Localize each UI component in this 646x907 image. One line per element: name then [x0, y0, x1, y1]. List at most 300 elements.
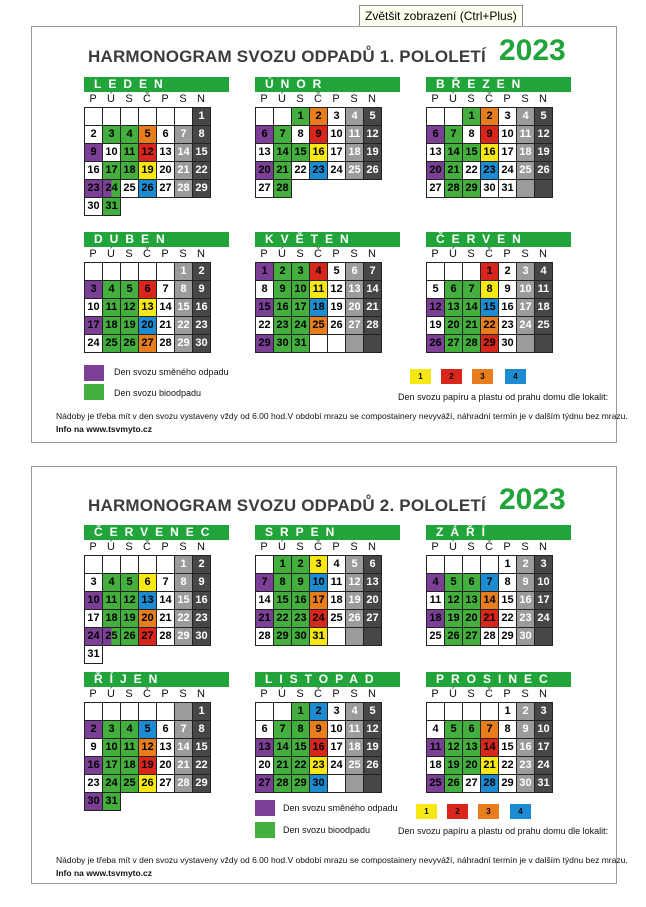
weekday-label: Ú	[278, 541, 286, 553]
weekday-label: N	[368, 248, 376, 260]
day-cell: 18	[103, 317, 121, 335]
day-cell: 12	[427, 299, 445, 317]
day-cell: 24	[85, 335, 103, 353]
day-cell: 25	[427, 775, 445, 793]
day-cell	[328, 335, 346, 353]
note-line: Nádoby je třeba mít v den svozu vystaveny vždy od 6.00 hod.V období mrazu se compostainery nevyváží, náhradní termín je v dalším týdnu bez mrazu.	[56, 855, 628, 865]
day-cell: 30	[517, 775, 535, 793]
day-cell: 4	[328, 556, 346, 574]
day-cell	[157, 556, 175, 574]
day-grid	[84, 107, 211, 216]
month-name: LEDEN	[84, 77, 229, 92]
day-cell: 24	[292, 317, 310, 335]
day-cell	[85, 703, 103, 721]
day-cell: 23	[292, 610, 310, 628]
day-cell: 27	[463, 628, 481, 646]
day-cell: 4	[121, 721, 139, 739]
day-cell: 17	[85, 317, 103, 335]
day-cell	[139, 556, 157, 574]
weekday-label: Ú	[449, 248, 457, 260]
day-cell: 22	[175, 610, 193, 628]
day-cell	[364, 628, 382, 646]
day-cell: 11	[103, 592, 121, 610]
weekday-header	[426, 687, 571, 702]
day-cell: 15	[499, 739, 517, 757]
day-grid	[84, 702, 211, 811]
day-cell: 9	[310, 126, 328, 144]
weekday-label: P	[89, 248, 97, 260]
day-cell	[121, 108, 139, 126]
day-cell: 30	[481, 180, 499, 198]
day-grid	[426, 702, 553, 793]
weekday-label: N	[368, 93, 376, 105]
day-cell: 27	[139, 335, 157, 353]
day-cell: 18	[427, 757, 445, 775]
day-cell: 29	[193, 775, 211, 793]
day-cell: 28	[175, 775, 193, 793]
day-cell: 20	[427, 162, 445, 180]
day-cell: 10	[328, 126, 346, 144]
month-calendar	[426, 232, 571, 353]
weekday-label: S	[521, 688, 529, 700]
day-cell: 23	[193, 610, 211, 628]
weekday-label: P	[260, 93, 268, 105]
day-cell: 18	[346, 144, 364, 162]
day-cell: 27	[157, 180, 175, 198]
day-cell: 23	[499, 317, 517, 335]
day-cell: 13	[139, 592, 157, 610]
day-cell: 21	[157, 610, 175, 628]
weekday-label: P	[161, 541, 169, 553]
day-cell	[364, 775, 382, 793]
day-cell: 7	[175, 126, 193, 144]
day-cell: 13	[157, 739, 175, 757]
day-cell: 16	[85, 162, 103, 180]
day-cell: 29	[256, 335, 274, 353]
day-cell: 30	[193, 628, 211, 646]
weekday-label: Č	[485, 688, 493, 700]
day-cell: 10	[310, 574, 328, 592]
day-cell: 5	[121, 574, 139, 592]
day-cell: 17	[535, 592, 553, 610]
day-cell: 2	[292, 556, 310, 574]
day-cell	[103, 703, 121, 721]
day-cell: 3	[535, 703, 553, 721]
day-cell: 12	[121, 299, 139, 317]
day-cell: 14	[274, 739, 292, 757]
day-cell: 3	[310, 556, 328, 574]
day-cell: 5	[364, 703, 382, 721]
day-cell: 8	[193, 721, 211, 739]
day-cell	[427, 108, 445, 126]
day-cell: 16	[310, 739, 328, 757]
day-cell: 26	[121, 628, 139, 646]
month-name: ČERVEN	[426, 232, 571, 247]
day-cell: 1	[499, 703, 517, 721]
day-cell: 19	[328, 299, 346, 317]
chip-1: 1	[410, 369, 431, 384]
day-cell	[445, 263, 463, 281]
day-cell	[346, 775, 364, 793]
day-cell	[328, 775, 346, 793]
day-cell: 9	[292, 574, 310, 592]
day-cell: 15	[193, 144, 211, 162]
day-cell: 26	[364, 757, 382, 775]
day-cell: 20	[256, 757, 274, 775]
day-cell: 26	[328, 317, 346, 335]
day-cell: 2	[85, 721, 103, 739]
day-cell: 6	[463, 721, 481, 739]
day-cell: 29	[274, 628, 292, 646]
weekday-header	[255, 687, 400, 702]
day-cell: 21	[157, 317, 175, 335]
day-cell: 5	[535, 108, 553, 126]
day-cell: 24	[328, 162, 346, 180]
weekday-label: P	[89, 688, 97, 700]
day-cell: 18	[121, 162, 139, 180]
legend-paper-label: Den svozu papíru a plastu od prahu domu dle lokalit:	[398, 392, 609, 402]
weekday-label: S	[467, 541, 475, 553]
day-cell: 17	[103, 162, 121, 180]
day-cell: 5	[427, 281, 445, 299]
day-cell	[310, 335, 328, 353]
day-cell: 25	[346, 757, 364, 775]
sheet-title: HARMONOGRAM SVOZU ODPADŮ 1. POLOLETÍ	[88, 47, 486, 66]
day-cell: 15	[292, 739, 310, 757]
weekday-label: Ú	[107, 93, 115, 105]
day-cell: 1	[175, 263, 193, 281]
day-cell: 21	[481, 757, 499, 775]
sheet-title: HARMONOGRAM SVOZU ODPADŮ 2. POLOLETÍ	[88, 496, 486, 515]
day-cell: 30	[85, 198, 103, 216]
day-cell: 22	[274, 610, 292, 628]
day-cell: 8	[256, 281, 274, 299]
weekday-label: P	[431, 541, 439, 553]
day-cell	[121, 703, 139, 721]
day-cell: 19	[364, 144, 382, 162]
day-cell: 24	[535, 757, 553, 775]
weekday-label: Ú	[278, 248, 286, 260]
day-cell: 3	[328, 703, 346, 721]
day-cell: 19	[427, 317, 445, 335]
day-cell: 22	[256, 317, 274, 335]
day-cell: 28	[274, 775, 292, 793]
day-cell: 18	[517, 144, 535, 162]
day-cell: 7	[445, 126, 463, 144]
day-cell: 4	[310, 263, 328, 281]
weekday-label: S	[467, 93, 475, 105]
day-cell: 26	[346, 610, 364, 628]
day-cell: 26	[139, 775, 157, 793]
day-cell: 5	[445, 721, 463, 739]
day-cell: 28	[157, 335, 175, 353]
day-cell: 26	[445, 775, 463, 793]
day-cell: 22	[499, 610, 517, 628]
day-cell	[157, 703, 175, 721]
day-cell: 11	[121, 144, 139, 162]
day-cell: 13	[346, 281, 364, 299]
weekday-label: S	[521, 248, 529, 260]
chip-2: 2	[441, 369, 462, 384]
day-cell	[121, 556, 139, 574]
day-cell: 24	[103, 180, 121, 198]
weekday-label: S	[467, 248, 475, 260]
day-cell: 21	[463, 317, 481, 335]
day-cell: 12	[121, 592, 139, 610]
day-cell: 6	[427, 126, 445, 144]
day-cell	[463, 556, 481, 574]
note-info: Info na www.tsvmyto.cz	[56, 868, 153, 878]
day-cell: 16	[193, 592, 211, 610]
day-cell	[256, 108, 274, 126]
weekday-label: S	[350, 688, 358, 700]
day-cell: 29	[292, 775, 310, 793]
chip-1: 1	[416, 804, 437, 819]
weekday-label: Ú	[449, 541, 457, 553]
month-name: ZÁŘÍ	[426, 525, 571, 540]
day-cell: 30	[292, 628, 310, 646]
day-cell: 6	[256, 126, 274, 144]
weekday-label: Č	[314, 93, 322, 105]
weekday-label: S	[350, 541, 358, 553]
day-cell	[139, 263, 157, 281]
weekday-label: P	[332, 688, 340, 700]
day-cell: 17	[535, 739, 553, 757]
day-cell: 12	[328, 281, 346, 299]
day-cell: 12	[445, 739, 463, 757]
day-cell: 31	[292, 335, 310, 353]
weekday-label: N	[197, 248, 205, 260]
weekday-label: P	[503, 248, 511, 260]
day-cell: 12	[346, 574, 364, 592]
day-cell: 9	[517, 721, 535, 739]
day-cell: 4	[121, 126, 139, 144]
day-cell: 1	[175, 556, 193, 574]
day-cell: 16	[481, 144, 499, 162]
month-name: ÚNOR	[255, 77, 400, 92]
weekday-label: N	[197, 541, 205, 553]
day-cell	[103, 108, 121, 126]
weekday-label: Ú	[278, 688, 286, 700]
day-cell: 9	[193, 574, 211, 592]
day-cell: 17	[85, 610, 103, 628]
day-cell: 13	[445, 299, 463, 317]
day-cell	[346, 628, 364, 646]
day-cell: 15	[274, 592, 292, 610]
weekday-label: S	[467, 688, 475, 700]
day-cell: 6	[157, 721, 175, 739]
day-cell: 31	[85, 646, 103, 664]
day-cell: 11	[103, 299, 121, 317]
weekday-label: Č	[485, 541, 493, 553]
day-cell: 14	[175, 144, 193, 162]
month-calendar	[84, 525, 229, 664]
month-calendar	[426, 525, 571, 646]
day-cell: 22	[193, 162, 211, 180]
day-cell: 21	[274, 162, 292, 180]
day-cell: 27	[364, 610, 382, 628]
day-cell	[481, 556, 499, 574]
day-cell	[121, 263, 139, 281]
day-cell: 2	[85, 126, 103, 144]
chip-3: 3	[478, 804, 499, 819]
day-grid	[84, 555, 211, 664]
day-cell: 17	[499, 144, 517, 162]
day-cell: 29	[175, 335, 193, 353]
day-cell: 1	[463, 108, 481, 126]
day-cell: 15	[499, 592, 517, 610]
day-cell: 21	[445, 162, 463, 180]
day-cell: 1	[481, 263, 499, 281]
day-cell: 19	[139, 757, 157, 775]
note-info: Info na www.tsvmyto.cz	[56, 424, 153, 434]
day-cell	[157, 108, 175, 126]
day-grid	[255, 702, 382, 793]
day-cell: 13	[157, 144, 175, 162]
day-cell: 2	[517, 556, 535, 574]
day-cell: 16	[310, 144, 328, 162]
day-cell: 19	[445, 610, 463, 628]
day-cell: 23	[481, 162, 499, 180]
weekday-label: Č	[314, 688, 322, 700]
weekday-label: S	[521, 541, 529, 553]
day-cell: 2	[517, 703, 535, 721]
day-cell: 27	[463, 775, 481, 793]
day-cell: 7	[463, 281, 481, 299]
day-cell: 21	[175, 757, 193, 775]
weekday-label: S	[179, 93, 187, 105]
day-cell: 25	[427, 628, 445, 646]
day-cell: 2	[310, 108, 328, 126]
weekday-label: Ú	[107, 541, 115, 553]
day-cell: 11	[121, 739, 139, 757]
sheet-year: 2023	[499, 34, 566, 67]
day-cell: 25	[517, 162, 535, 180]
day-cell	[517, 335, 535, 353]
day-cell: 10	[85, 592, 103, 610]
day-cell: 23	[274, 317, 292, 335]
weekday-label: S	[125, 248, 133, 260]
day-cell: 12	[139, 144, 157, 162]
month-name: LISTOPAD	[255, 672, 400, 687]
day-cell: 17	[103, 757, 121, 775]
day-cell: 31	[103, 198, 121, 216]
day-cell	[427, 556, 445, 574]
day-cell: 19	[346, 592, 364, 610]
weekday-label: P	[431, 248, 439, 260]
weekday-header	[84, 92, 229, 107]
weekday-label: P	[431, 93, 439, 105]
day-cell: 13	[427, 144, 445, 162]
day-cell: 30	[499, 335, 517, 353]
month-name: DUBEN	[84, 232, 229, 247]
day-cell: 14	[256, 592, 274, 610]
day-cell: 15	[292, 144, 310, 162]
day-cell	[103, 263, 121, 281]
day-cell: 16	[274, 299, 292, 317]
day-cell: 8	[292, 126, 310, 144]
day-cell: 30	[517, 628, 535, 646]
day-cell: 11	[328, 574, 346, 592]
day-cell: 6	[139, 574, 157, 592]
day-cell: 3	[85, 574, 103, 592]
day-cell	[85, 108, 103, 126]
weekday-header	[84, 687, 229, 702]
day-cell: 30	[274, 335, 292, 353]
day-cell: 8	[193, 126, 211, 144]
day-cell: 8	[463, 126, 481, 144]
day-cell: 19	[445, 757, 463, 775]
day-cell: 13	[139, 299, 157, 317]
day-cell: 23	[310, 162, 328, 180]
weekday-label: Ú	[278, 93, 286, 105]
day-cell: 11	[346, 126, 364, 144]
weekday-label: S	[296, 541, 304, 553]
day-cell	[346, 335, 364, 353]
month-calendar	[255, 525, 400, 646]
day-cell: 8	[499, 574, 517, 592]
chip-2: 2	[447, 804, 468, 819]
day-cell: 20	[346, 299, 364, 317]
day-cell: 20	[157, 162, 175, 180]
day-cell: 17	[517, 299, 535, 317]
day-cell: 1	[256, 263, 274, 281]
day-cell: 23	[310, 757, 328, 775]
day-cell	[85, 263, 103, 281]
day-cell: 30	[310, 775, 328, 793]
legend-bio-swatch	[255, 822, 275, 838]
day-cell: 26	[535, 162, 553, 180]
day-cell: 31	[535, 775, 553, 793]
day-cell: 12	[535, 126, 553, 144]
day-cell: 4	[535, 263, 553, 281]
day-cell: 10	[328, 721, 346, 739]
weekday-label: P	[260, 541, 268, 553]
weekday-header	[255, 92, 400, 107]
day-cell: 14	[481, 739, 499, 757]
day-cell	[517, 180, 535, 198]
day-cell: 15	[463, 144, 481, 162]
day-cell	[103, 556, 121, 574]
day-cell: 8	[175, 574, 193, 592]
day-cell: 9	[274, 281, 292, 299]
day-cell: 10	[85, 299, 103, 317]
day-cell	[274, 108, 292, 126]
day-cell: 2	[274, 263, 292, 281]
day-cell: 12	[139, 739, 157, 757]
day-cell: 20	[139, 610, 157, 628]
weekday-label: S	[125, 93, 133, 105]
weekday-label: S	[125, 688, 133, 700]
weekday-label: Č	[143, 541, 151, 553]
weekday-label: Č	[143, 248, 151, 260]
weekday-label: P	[332, 541, 340, 553]
day-cell: 6	[445, 281, 463, 299]
day-cell: 23	[193, 317, 211, 335]
day-cell: 14	[364, 281, 382, 299]
day-cell: 10	[535, 721, 553, 739]
day-cell: 14	[445, 144, 463, 162]
day-cell: 11	[427, 739, 445, 757]
month-name: KVĚTEN	[255, 232, 400, 247]
weekday-label: S	[179, 248, 187, 260]
day-cell: 8	[175, 281, 193, 299]
day-cell: 29	[481, 335, 499, 353]
day-cell: 29	[463, 180, 481, 198]
weekday-label: N	[539, 541, 547, 553]
day-cell	[427, 703, 445, 721]
day-cell: 1	[274, 556, 292, 574]
